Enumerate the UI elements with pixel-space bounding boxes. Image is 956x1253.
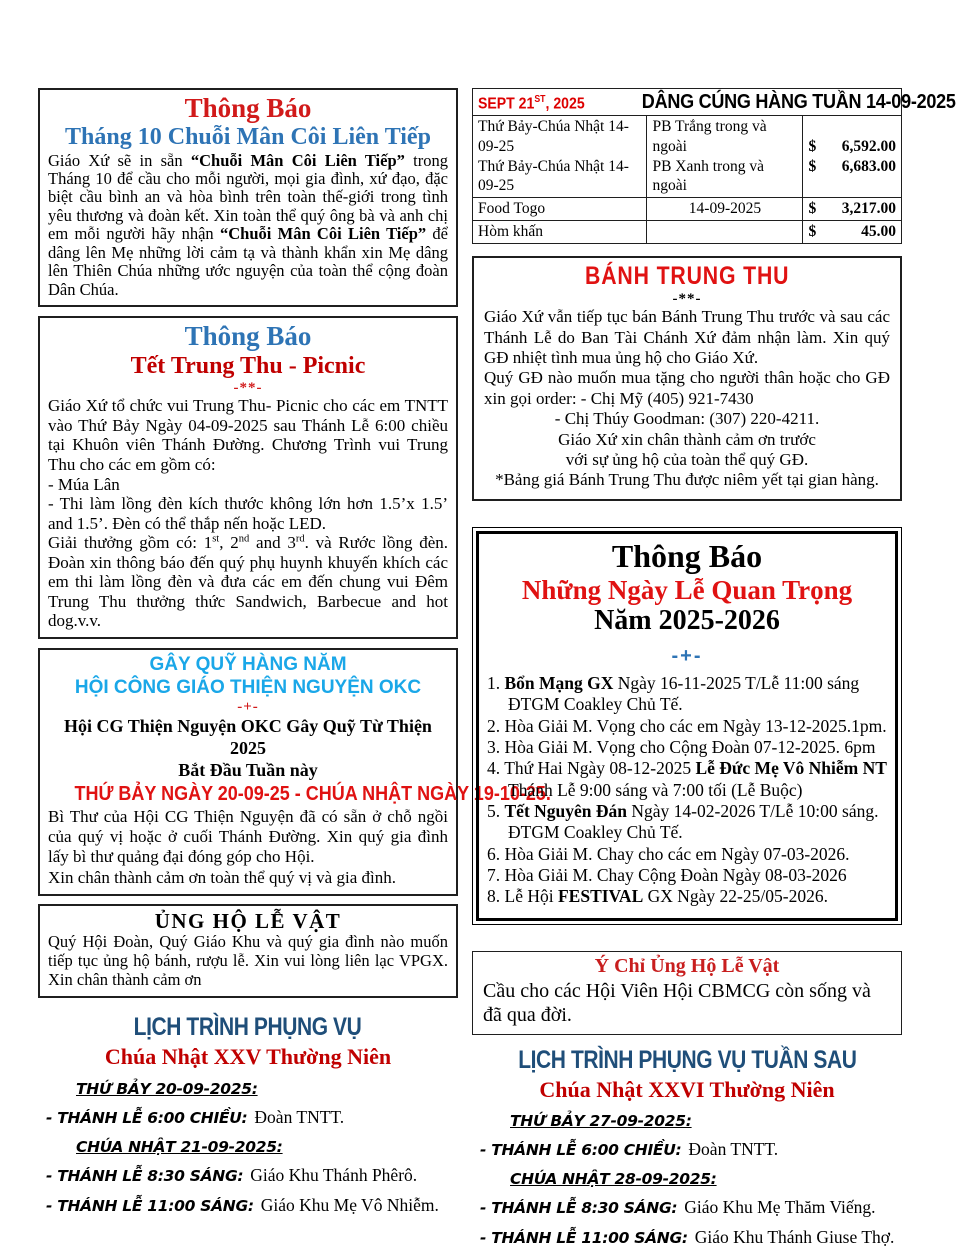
picnic-subtitle: Tết Trung Thu - Picnic [130, 352, 366, 379]
picnic-prizes: Giải thưởng gồm có: 1st, 2nd and 3rd. và Rước lồng đèn. Đoàn xin thông báo đến quý phụ huynh khuyến khích các em thi làm lồng đèn và đưa các em đến chung vui Đêm Trung Thu thưởng thức Sandwich, Barbecue and hot dog.v.v. [48, 533, 449, 631]
offering-date-label: SEPT 21ST, 2025 [478, 93, 585, 112]
offering-detail-cell [647, 221, 803, 244]
schedule-mass-line [480, 1193, 902, 1223]
schedule-heading: LỊCH TRÌNH PHỤNG VỤ [134, 1013, 362, 1042]
offering-table-title: DÂNG CÚNG HÀNG TUẦN 14-09-2025 [641, 90, 956, 113]
offering-row [473, 221, 902, 244]
mass-time-label: - THÁNH LỄ 6:00 CHIỀU: [480, 1140, 682, 1159]
fundraiser-heading1: GÂY QUỸ HÀNG NĂM [149, 653, 347, 675]
important-date-item: Thứ Hai Ngày 08-12-2025 Lễ Đức Mẹ Vô Nhiễm NT Thánh Lễ 9:00 sáng và 7:00 tối (Lễ Buộc) [504, 758, 887, 800]
mooncake-title: BÁNH TRUNG THU [584, 261, 790, 290]
currency-symbol: $ [808, 223, 817, 241]
offering-support-box [38, 904, 458, 998]
mooncake-box [472, 256, 902, 501]
schedule-lines [38, 1075, 458, 1221]
right-column [472, 88, 956, 1253]
picnic-title: Thông Báo [184, 321, 312, 352]
offering-amount [808, 157, 896, 177]
mooncake-price-note: *Bảng giá Bánh Trung Thu được niêm yết tại gian hàng. [495, 470, 879, 490]
amount-value: 45.00 [861, 223, 896, 241]
important-date-item: Hòa Giải M. Vọng cho các em Ngày 13-12-2025.1pm. [504, 715, 887, 736]
offering-desc: Thứ Bảy-Chúa Nhật 14-09-25 [478, 118, 629, 155]
offering-detail: PB Xanh trong và ngoài [652, 157, 764, 195]
fundraiser-heading2: HỘI CÔNG GIÁO THIỆN NGUYỆN OKC [74, 677, 422, 699]
important-dates-list [487, 673, 887, 908]
picnic-item: - Thi làm lồng đèn kích thước không lớn hơn 1.5’x 1.5’ and 1.5’. Đèn có thể thắp nến hoặc LED. [48, 494, 448, 533]
mass-time-label: - THÁNH LỄ 8:30 SÁNG: [480, 1198, 678, 1217]
mass-assignment: Đoàn TNTT. [254, 1106, 345, 1127]
important-date-item: Bổn Mạng GX Ngày 16-11-2025 T/Lễ 11:00 sáng ĐTGM Coakley Chủ Tế. [504, 672, 860, 715]
offering-amount [808, 222, 896, 242]
schedule-lines [472, 1107, 902, 1253]
offering-detail-cell [647, 116, 803, 198]
mooncake-p1: Giáo Xứ vẫn tiếp tục bán Bánh Trung Thu trước và sau các Thánh Lễ do Ban Tài Chánh Xứ đảm nhận làm. Xin quý GĐ nhiệt tình mua ủng hộ cho Giáo Xứ. [484, 307, 890, 367]
liturgy-schedule-current-week [38, 1012, 458, 1220]
fundraiser-line2: Bắt Đầu Tuần này [178, 759, 318, 780]
important-dates-separator: -+- [671, 644, 703, 667]
mass-assignment: Giáo Khu Thánh Phêrô. [250, 1164, 418, 1185]
important-date-item: Hòa Giải M. Vọng cho Cộng Đoàn 07-12-2025. 6pm [504, 736, 876, 757]
currency-symbol: $ [808, 137, 817, 155]
schedule-date-line: THỨ BẢY 20-09-2025: [76, 1079, 258, 1098]
fundraiser-body: Bì Thư của Hội CG Thiện Nguyện đã có sẵn ở chỗ ngồi của quý vị hoặc ở cuối Thánh Đường. Xin quý gia đình lấy bì thư quảng đại đóng góp cho Hội. [48, 806, 448, 867]
picnic-separator: -**- [233, 379, 263, 396]
offering-desc: Thứ Bảy-Chúa Nhật 14-09-25 [478, 157, 629, 195]
offering-amount-cell [803, 198, 902, 221]
offering-row [473, 116, 902, 198]
schedule-heading: LỊCH TRÌNH PHỤNG VỤ TUẦN SAU [517, 1045, 857, 1074]
offering-header-cell [473, 89, 956, 116]
offering-desc-cell [473, 198, 647, 221]
important-dates-subtitle: Những Ngày Lễ Quan Trọng [521, 574, 853, 605]
offering-amount-cell [803, 221, 902, 244]
offering-row [473, 198, 902, 221]
offering-header-row [473, 89, 902, 116]
schedule-mass-line [480, 1135, 902, 1165]
schedule-subheading: Chúa Nhật XXVI Thường Niên [539, 1076, 835, 1102]
important-dates-years: Năm 2025-2026 [594, 604, 780, 636]
important-dates-inner [476, 531, 898, 921]
offering-desc-cell [473, 116, 647, 198]
weekly-offering-table [472, 88, 956, 244]
important-date-item: Tết Nguyên Đán Ngày 14-02-2026 T/Lễ 10:00 sáng. ĐTGM Coakley Chủ Tế. [504, 801, 879, 843]
mooncake-contact2: - Chị Thúy Goodman: (307) 220-4211. [554, 409, 820, 429]
important-date-item: Lễ Hội FESTIVAL GX Ngày 22-25/05-2026. [504, 886, 828, 907]
fundraiser-thanks: Xin chân thành cảm ơn toàn thể quý vị và gia đình. [48, 867, 396, 887]
important-dates-title: Thông Báo [611, 537, 763, 574]
announcement-rosary-box [38, 88, 458, 307]
offering-detail: PB Trắng trong và ngoài [652, 118, 767, 155]
mooncake-thanks2: với sự ủng hộ của toàn thể quý GĐ. [565, 449, 809, 469]
mass-assignment: Giáo Khu Mẹ Vô Nhiễm. [260, 1194, 439, 1215]
fundraiser-box [38, 648, 551, 896]
offering-amount [808, 199, 896, 219]
currency-symbol: $ [808, 200, 817, 218]
offering-support-body: Quý Hội Đoàn, Quý Giáo Khu và quý gia đình nào muốn tiếp tục ủng hộ bánh, rượu lễ. Xin vui lòng liên lạc VPGX. Xin chân thành cảm ơn [48, 932, 448, 990]
schedule-mass-line [46, 1103, 458, 1133]
currency-symbol: $ [808, 157, 817, 175]
mass-time-label: - THÁNH LỄ 11:00 SÁNG: [46, 1196, 254, 1215]
rosary-body: Giáo Xứ sẽ in sẵn “Chuỗi Mân Côi Liên Tiếp” trong Tháng 10 để cầu cho mỗi người, mọi gia đình, xứ đạo, đặc biệt cầu bình an và hòa bình trên toàn thế-giới trong tình yêu thương và đoàn kết. Xin toàn thể quý ông bà và anh chị em mỗi người hãy nhận “Chuỗi Mân Côi Liên Tiếp” để dâng lên Mẹ những lời cảm tạ và thành khẩn xin Mẹ dâng lên Thiên Chúa những ước nguyện của toàn thể cộng đoàn Dân Chúa. [48, 150, 448, 299]
amount-value: 6,592.00 [841, 137, 896, 155]
offering-desc-cell [473, 221, 647, 244]
important-date-item: Hòa Giải M. Chay cho các em Ngày 07-03-2026. [504, 843, 850, 864]
schedule-date-line: CHÚA NHẬT 28-09-2025: [510, 1169, 717, 1188]
amount-value: 3,217.00 [841, 200, 896, 218]
offering-amount [808, 137, 896, 157]
amount-value: 6,683.00 [841, 157, 896, 175]
offering-intention-title: Ý Chỉ Ủng Hộ Lễ Vật [594, 954, 780, 977]
schedule-mass-line [46, 1161, 458, 1191]
mass-time-label: - THÁNH LỄ 8:30 SÁNG: [46, 1166, 244, 1185]
schedule-subheading: Chúa Nhật XXV Thường Niên [104, 1044, 392, 1070]
picnic-item: - Múa Lân [48, 474, 120, 494]
offering-desc: Food Togo [478, 200, 546, 218]
liturgy-schedule-next-week [472, 1045, 902, 1253]
important-date-item: Hòa Giải M. Chay Cộng Đoàn Ngày 08-03-2026 [504, 865, 847, 886]
offering-intention-body: Cầu cho các Hội Viên Hội CBMCG còn sống và đã qua đời. [483, 979, 871, 1027]
rosary-subtitle: Tháng 10 Chuỗi Mân Côi Liên Tiếp [65, 124, 431, 151]
fundraiser-dates: THỨ BẢY NGÀY 20-09-25 - CHÚA NHẬT NGÀY 19-10-25. [74, 782, 551, 805]
schedule-date-line: THỨ BẢY 27-09-2025: [510, 1111, 692, 1130]
picnic-intro: Giáo Xứ tổ chức vui Trung Thu- Picnic cho các em TNTT vào Thứ Bảy Ngày 04-09-2025 sau Thánh Lễ 6:00 chiều tại Khuôn viên Thánh Đường. Chương Trình vui Trung Thu cho các em gồm có: [48, 396, 448, 474]
offering-detail: 14-09-2025 [688, 200, 762, 218]
offering-support-title: ỦNG HỘ LỄ VẬT [154, 909, 342, 934]
rosary-title: Thông Báo [184, 93, 312, 123]
fundraiser-separator: -+- [237, 699, 259, 716]
mass-time-label: - THÁNH LỄ 11:00 SÁNG: [480, 1228, 688, 1247]
announcement-picnic-box [38, 316, 458, 639]
mass-assignment: Giáo Khu Mẹ Thăm Viếng. [684, 1196, 876, 1217]
mass-assignment: Giáo Khu Thánh Giuse Thợ. [694, 1226, 895, 1247]
schedule-mass-line [480, 1223, 902, 1253]
important-dates-box [472, 527, 902, 925]
mooncake-p2: Quý GĐ nào muốn mua tặng cho người thân hoặc cho GĐ xin gọi order: - Chị Mỹ (405) 921-7430 [484, 368, 890, 408]
mooncake-separator: -**- [672, 290, 702, 307]
offering-detail-cell [647, 198, 803, 221]
offering-intention-box [472, 951, 902, 1035]
schedule-date-line: CHÚA NHẬT 21-09-2025: [76, 1137, 283, 1156]
offering-amount-cell [803, 116, 902, 198]
schedule-mass-line [46, 1191, 458, 1221]
offering-desc: Hòm khấn [478, 223, 544, 241]
mass-time-label: - THÁNH LỄ 6:00 CHIỀU: [46, 1108, 248, 1127]
mass-assignment: Đoàn TNTT. [688, 1138, 779, 1159]
mooncake-thanks1: Giáo Xứ xin chân thành cảm ơn trước [558, 429, 816, 449]
fundraiser-line1: Hội CG Thiện Nguyện OKC Gây Quỹ Từ Thiện 2025 [64, 715, 432, 758]
